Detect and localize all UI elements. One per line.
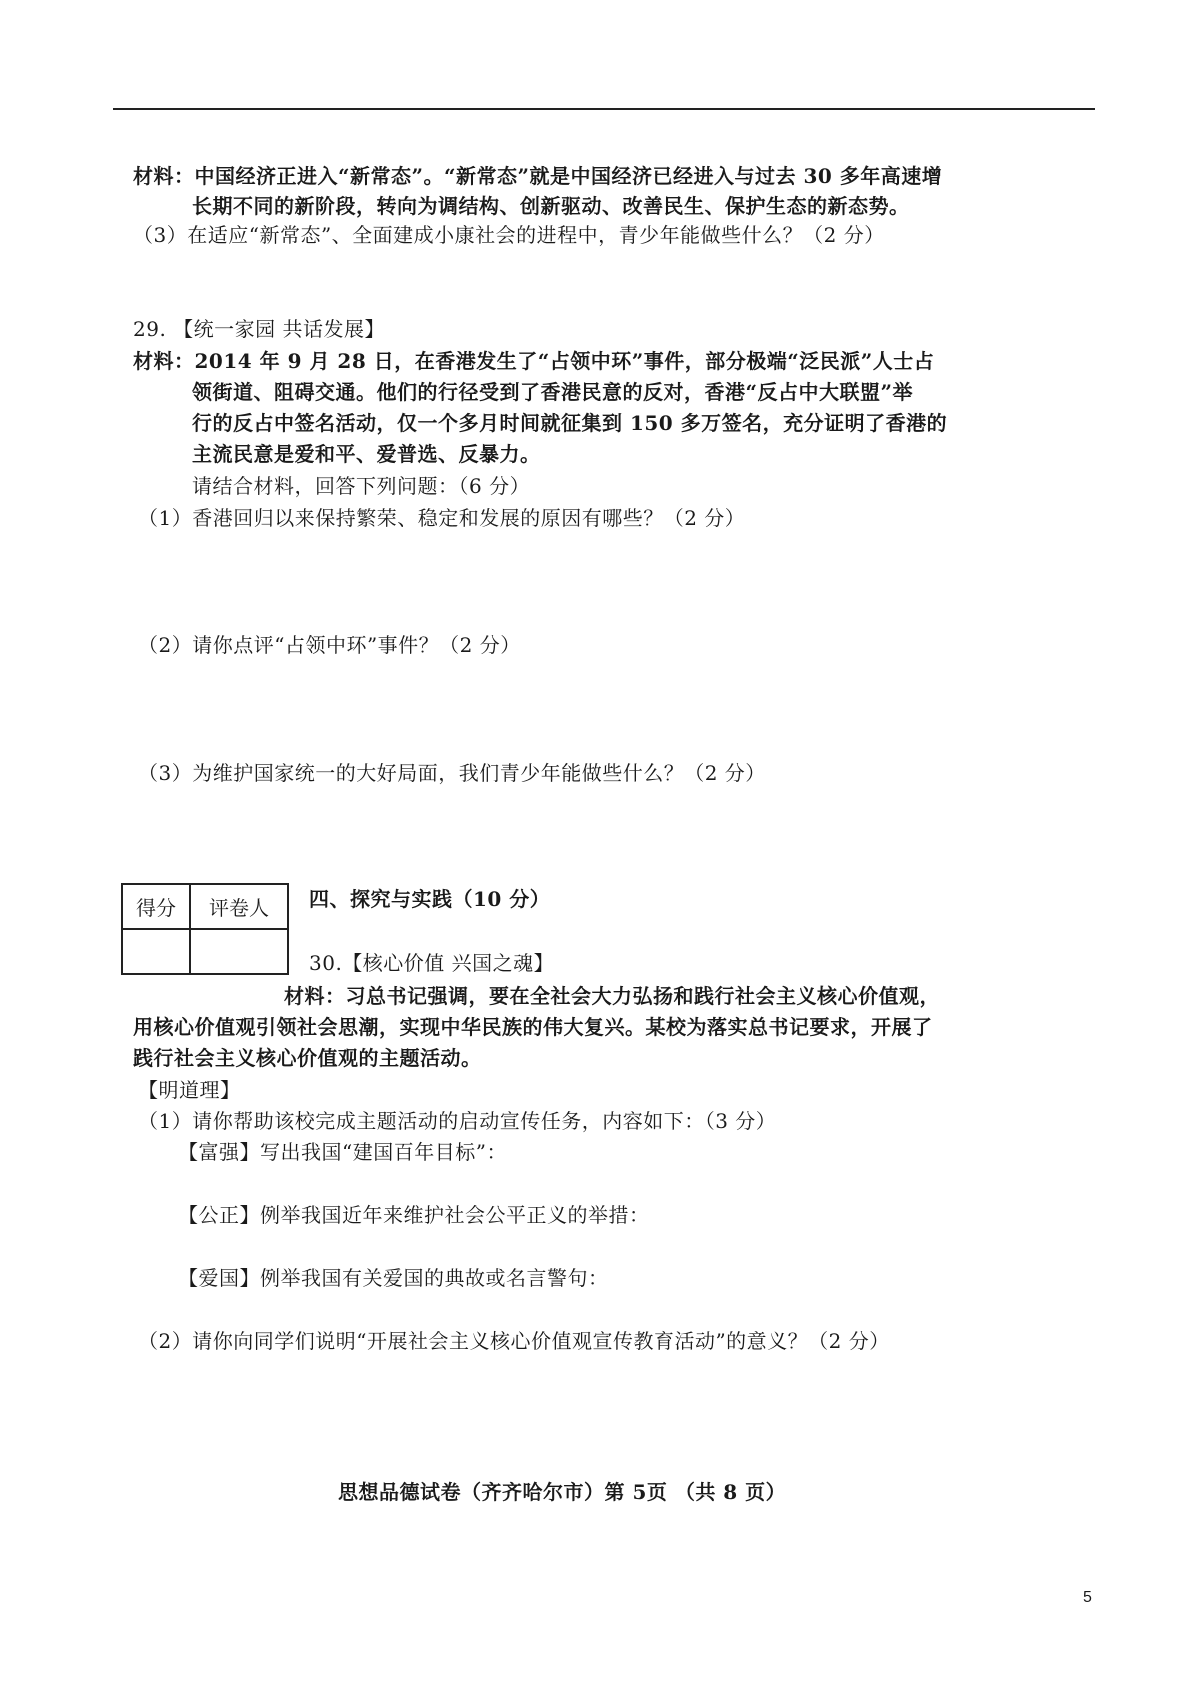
exam-footer: 思想品德试卷（齐齐哈尔市）第 5页 （共 8 页） xyxy=(338,1480,787,1504)
question-title: 29. 【统一家园 共话发展】 xyxy=(133,317,386,341)
question-text: （2）请你向同学们说明“开展社会主义核心价值观宣传教育活动”的意义？（2 分） xyxy=(138,1329,890,1353)
material-text: 材料：习总书记强调，要在全社会大力弘扬和践行社会主义核心价值观， xyxy=(284,984,940,1008)
task-item: 【爱国】例举我国有关爱国的典故或名言警句： xyxy=(178,1266,609,1290)
subheading: 【明道理】 xyxy=(138,1078,241,1102)
material-text: 领街道、阻碍交通。他们的行径受到了香港民意的反对，香港“反占中大联盟”举 xyxy=(192,380,914,404)
task-item: 【公正】例举我国近年来维护社会公平正义的举措： xyxy=(178,1203,650,1227)
material-text: 材料：2014 年 9 月 28 日，在香港发生了“占领中环”事件，部分极端“泛民派”人士占 xyxy=(133,349,935,373)
question-text: （1）请你帮助该校完成主题活动的启动宣传任务，内容如下：（3 分） xyxy=(138,1109,777,1133)
question-text: （1）香港回归以来保持繁荣、稳定和发展的原因有哪些？（2 分） xyxy=(138,506,746,530)
material-text: 主流民意是爱和平、爱普选、反暴力。 xyxy=(192,442,541,466)
material-text: 长期不同的新阶段，转向为调结构、创新驱动、改善民生、保护生态的新态势。 xyxy=(192,194,910,218)
material-text: 用核心价值观引领社会思潮，实现中华民族的伟大复兴。某校为落实总书记要求，开展了 xyxy=(133,1015,933,1039)
page-number: 5 xyxy=(1083,1589,1092,1606)
question-title: 30.【核心价值 兴国之魂】 xyxy=(309,951,555,975)
material-text: 材料：中国经济正进入“新常态”。“新常态”就是中国经济已经进入与过去 30 多年高速增 xyxy=(133,164,943,188)
question-text: （3）为维护国家统一的大好局面，我们青少年能做些什么？（2 分） xyxy=(138,761,766,785)
score-cell xyxy=(122,929,190,974)
section-title: 四、探究与实践（10 分） xyxy=(309,887,551,911)
question-text: （3）在适应“新常态”、全面建成小康社会的进程中，青少年能做些什么？（2 分） xyxy=(133,223,885,247)
material-text: 行的反占中签名活动，仅一个多月时间就征集到 150 多万签名，充分证明了香港的 xyxy=(192,411,948,435)
material-text: 践行社会主义核心价值观的主题活动。 xyxy=(133,1046,482,1070)
score-label: 得分 xyxy=(122,884,190,929)
grader-label: 评卷人 xyxy=(190,884,288,929)
task-item: 【富强】写出我国“建国百年目标”： xyxy=(178,1140,507,1164)
grader-cell xyxy=(190,929,288,974)
header-rule xyxy=(113,108,1095,110)
prompt-text: 请结合材料，回答下列问题：（6 分） xyxy=(192,474,531,498)
score-table xyxy=(121,883,289,975)
question-text: （2）请你点评“占领中环”事件？（2 分） xyxy=(138,633,521,657)
